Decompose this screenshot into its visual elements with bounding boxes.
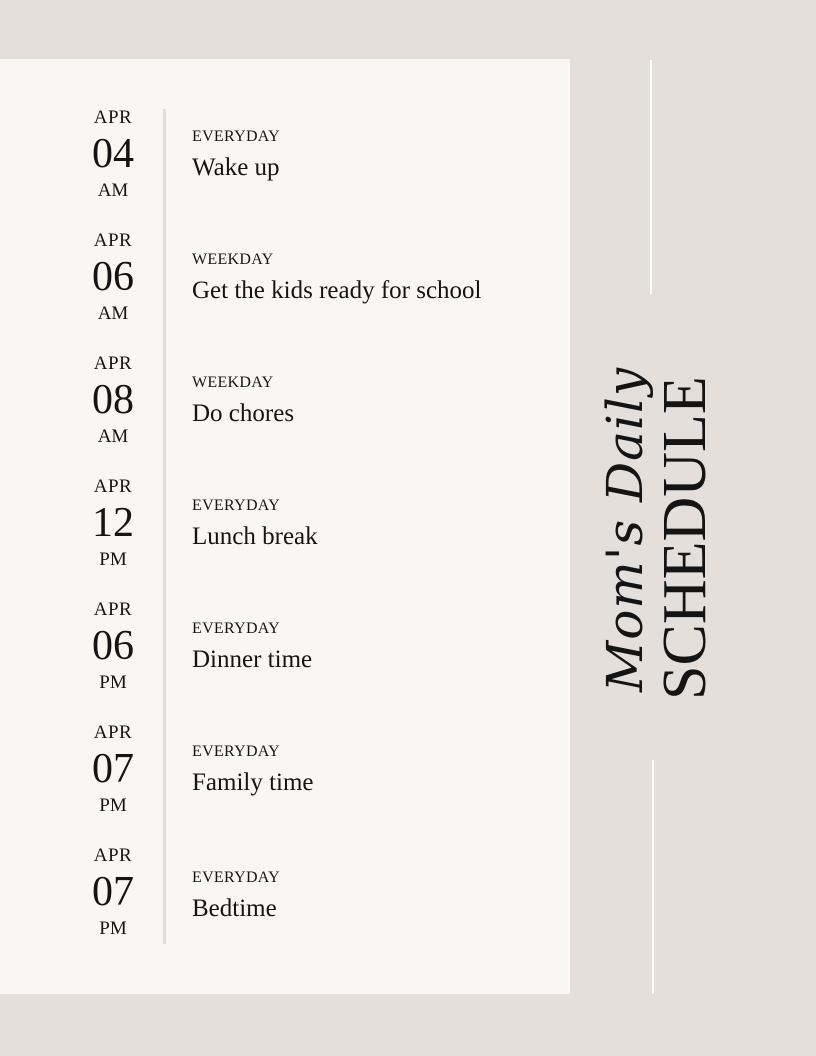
entry-day: 07 [92,746,134,792]
date-block [73,108,153,201]
entry-task: Do chores [192,400,295,427]
date-block [73,846,153,939]
entry-day: 12 [92,500,134,546]
schedule-entry [0,477,570,577]
entry-day: 04 [92,131,134,177]
entry-task: Lunch break [192,523,318,550]
entry-frequency: WEEKDAY [192,251,274,268]
entry-task: Family time [192,769,314,796]
entry-month: APR [93,845,133,866]
entry-frequency: EVERYDAY [192,497,281,514]
entry-period: AM [97,426,129,447]
schedule-entry [0,231,570,331]
entry-period: AM [97,303,129,324]
schedule-entry [0,846,570,946]
schedule-entry [0,108,570,208]
entry-day: 07 [92,869,134,915]
date-block [73,477,153,570]
entry-period: AM [97,180,129,201]
decorative-line-bottom [652,760,654,994]
entry-period: PM [99,672,127,693]
entry-task: Dinner time [192,646,313,673]
date-block [73,354,153,447]
entry-month: APR [93,353,133,374]
entry-day: 08 [92,377,134,423]
page-title [594,350,720,700]
entry-month: APR [93,476,133,497]
schedule-entry [0,354,570,454]
date-block [73,600,153,693]
entry-month: APR [93,230,133,251]
entry-frequency: EVERYDAY [192,128,281,145]
entry-month: APR [93,722,133,743]
entry-task: Wake up [192,154,280,181]
entry-period: PM [99,918,127,939]
title-main: SCHEDULE [651,376,719,700]
entry-month: APR [93,107,133,128]
entry-period: PM [99,795,127,816]
entry-task: Bedtime [192,895,277,922]
date-block [73,231,153,324]
entry-frequency: EVERYDAY [192,869,281,886]
entry-frequency: WEEKDAY [192,374,274,391]
entry-frequency: EVERYDAY [192,620,281,637]
date-block [73,723,153,816]
entry-day: 06 [92,623,134,669]
schedule-entry [0,723,570,823]
entry-task: Get the kids ready for school [192,277,482,304]
schedule-entry [0,600,570,700]
entry-frequency: EVERYDAY [192,743,281,760]
title-script: Mom's Daily [596,366,654,692]
entry-period: PM [99,549,127,570]
entry-month: APR [93,599,133,620]
decorative-line-top [650,60,652,294]
entry-day: 06 [92,254,134,300]
